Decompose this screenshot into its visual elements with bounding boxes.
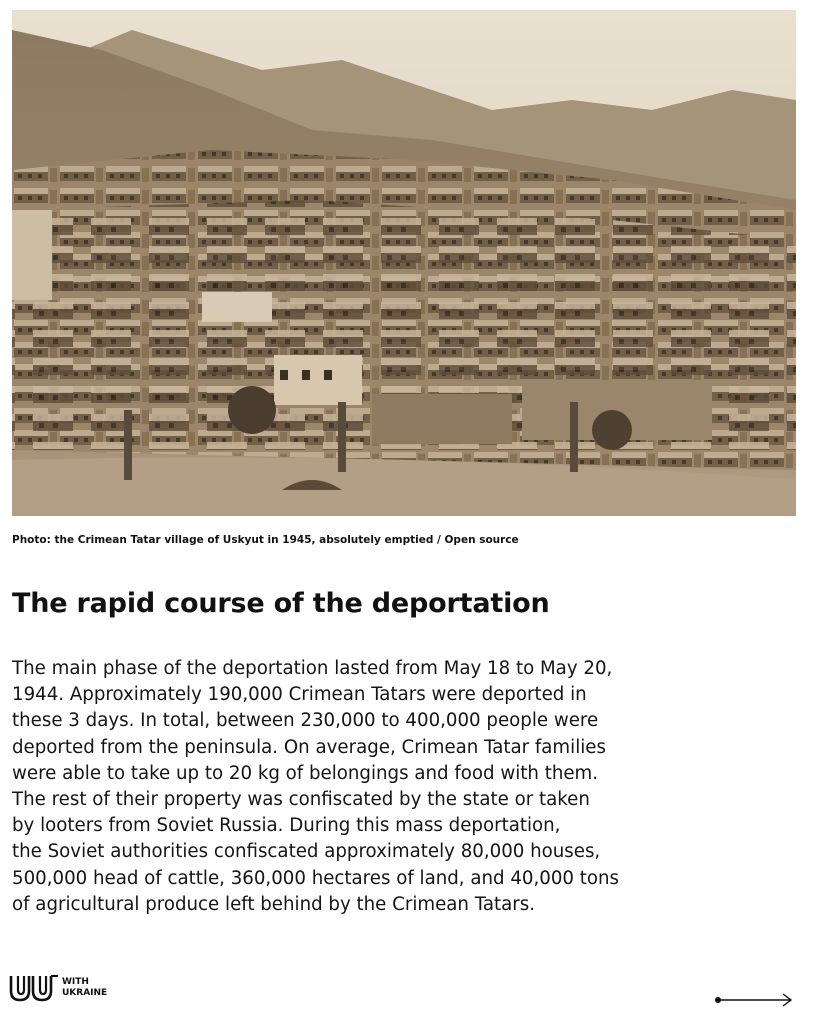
village-photo-image (12, 10, 796, 516)
body-line: were able to take up to 20 kg of belongings and food with them. (12, 762, 599, 784)
body-line: of agricultural produce left behind by the Crimean Tatars. (12, 893, 535, 915)
body-line: deported from the peninsula. On average, Crimean Tatar families (12, 736, 606, 758)
photo-caption: Photo: the Crimean Tatar village of Uskyut in 1945, absolutely emptied / Open source (12, 534, 519, 546)
body-line: by looters from Soviet Russia. During this mass deportation, (12, 815, 561, 837)
body-line: the Soviet authorities confiscated approximately 80,000 houses, (12, 841, 601, 863)
arrow-right-icon (713, 990, 795, 1010)
article-body (12, 656, 807, 918)
body-line: 500,000 head of cattle, 360,000 hectares of land, and 40,000 tons (12, 867, 620, 889)
logo-line-with: WITH (62, 977, 89, 987)
logo-text (62, 977, 107, 999)
with-ukraine-logo (8, 972, 107, 1004)
body-line: The main phase of the deportation lasted from May 18 to May 20, (12, 658, 613, 679)
body-line: 1944. Approximately 190,000 Crimean Tatars were deported in (12, 684, 587, 706)
village-photo (12, 10, 796, 516)
article-heading: The rapid course of the deportation (12, 588, 550, 619)
uu-monogram-logo-icon (8, 972, 60, 1004)
next-arrow-button[interactable] (713, 990, 795, 1010)
body-line: The rest of their property was confiscated by the state or taken (12, 789, 590, 811)
logo-line-ukraine: UKRAINE (62, 988, 108, 998)
body-line: these 3 days. In total, between 230,000 to 400,000 people were (12, 710, 599, 732)
